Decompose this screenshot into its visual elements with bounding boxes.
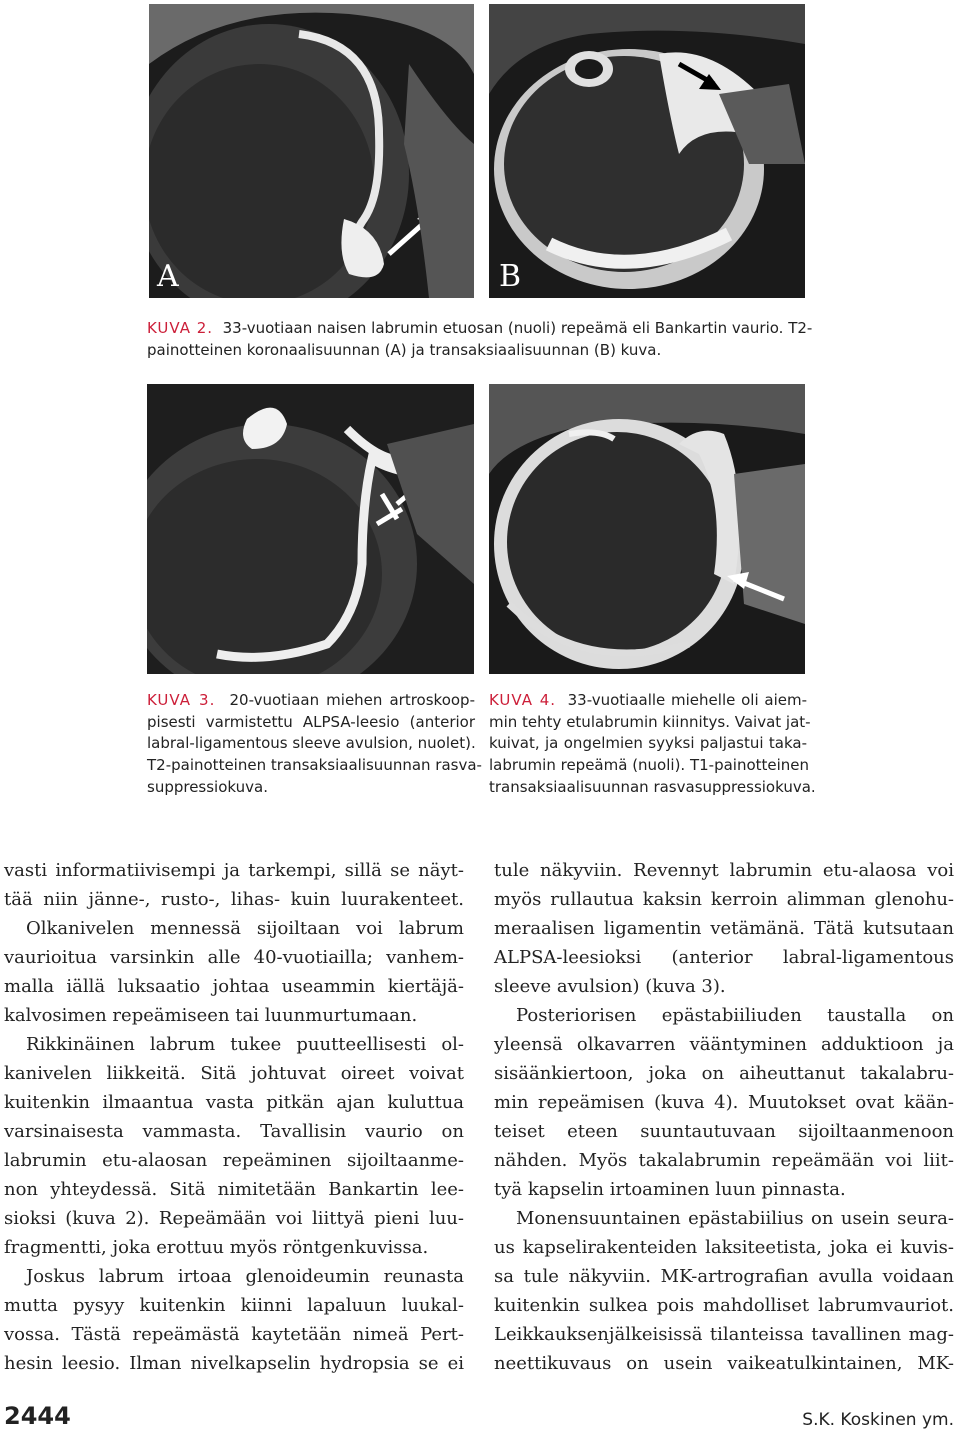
figure3-caption-line: 20-vuotiaan miehen artroskoop- [229,691,475,709]
figure4-caption-line: transaksiaalisuunnan rasvasuppressiokuva. [489,777,816,796]
figure4-caption-label: KUVA 4. [489,691,557,709]
body-line: neettikuvaus on usein vaikeatulkintainen, MK- [494,1353,954,1374]
figure4-image [489,384,805,674]
figure4-caption-line: kuivat, ja ongelmien syyksi paljastui taka- [489,734,807,753]
body-line: teiset eteen suuntautuvaan sijoiltaanmenoon [494,1121,954,1142]
body-line: us kapselirakenteiden laksiteetista, joka ei kuvis- [494,1237,954,1258]
figure2-caption-line: 33-vuotiaan naisen labrumin etuosan (nuoli) repeämä eli Bankartin vaurio. T2- [222,319,813,337]
footer-author: S.K. Koskinen ym. [802,1410,954,1430]
body-line: non yhteydessä. Sitä nimitetään Bankartin lee- [4,1179,464,1200]
body-line: vasti informatiivisempi ja tarkempi, sillä se näyt- [4,860,464,881]
body-line: vossa. Tästä repeämästä kaytetään nimeä Pert- [4,1324,464,1345]
figure4-caption-line: 33-vuotiaalle miehelle oli aiem- [567,691,807,709]
body-line: Joskus labrum irtoaa glenoideumin reunasta [26,1266,464,1287]
body-line: mutta pysyy kuitenkin kiinni lapaluun luukal- [4,1295,464,1316]
body-line: sioksi (kuva 2). Repeämään voi liittyä pieni luu- [4,1208,464,1229]
panel-label-b: B [499,259,522,294]
body-left-column [4,856,464,1378]
body-line: Rikkinäinen labrum tukee puutteellisesti ol- [26,1034,464,1055]
figure4-caption [489,690,816,799]
body-line: varsinaisesta vammasta. Tavallisin vaurio on [4,1121,464,1142]
body-line: fragmentti, joka erottuu myös röntgenkuvissa. [4,1237,429,1258]
body-line: tule näkyviin. Revennyt labrumin etu-alaosa voi [494,860,954,881]
page-number: 2444 [4,1402,71,1430]
body-line: Leikkauksenjälkeisissä tilanteissa tavallinen mag- [494,1324,954,1345]
body-line: meraalisen ligamentin vetämänä. Tätä kutsutaan [494,918,954,939]
body-line: Posteriorisen epästabiiliuden taustalla on [516,1005,954,1026]
figure3-caption-label: KUVA 3. [147,691,216,709]
figure3-caption-line: T2-painotteinen transaksiaalisuunnan rasva- [147,756,482,775]
body-line: kuitenkin ilmaantua vasta pitkän ajan kuluttua [4,1092,464,1113]
body-line: myös rullautua kaksin kerroin alimman glenohu- [494,889,954,910]
panel-label-a: A [157,259,179,294]
body-line: tyä kapselin irtoaminen luun pinnasta. [494,1179,846,1200]
body-line: vaurioitua varsinkin alle 40-vuotiailla; vanhem- [4,947,464,968]
body-line: kanivelen liikkeitä. Sitä johtuvat oireet voivat [4,1063,464,1084]
figure4-caption-line: labrumin repeämä (nuoli). T1-painotteinen [489,756,810,775]
figure3-caption-line: labral-ligamentous sleeve avulsion, nuolet). [147,734,476,753]
figure4-caption-line: min tehty etulabrumin kiinnitys. Vaivat jat- [489,712,811,731]
body-line: nähden. Myös takalabrumin repeämään voi liit- [494,1150,954,1171]
figure3-caption-line: suppressiokuva. [147,777,268,796]
figure3-image [147,384,474,674]
figure2-caption-line: painotteinen koronaalisuunnan (A) ja transaksiaalisuunnan (B) kuva. [147,340,662,359]
body-line: sa tule näkyviin. MK-artrografian avulla voidaan [494,1266,954,1287]
figure2-caption [147,318,813,361]
body-line: tää niin jänne-, rusto-, lihas- kuin luurakenteet. [4,889,464,910]
figure2-image-b [489,4,805,298]
body-line: ALPSA-leesioksi (anterior labral-ligamentous [494,947,954,968]
body-line: sisäänkiertoon, joka on aiheuttanut takalabru- [494,1063,954,1084]
figure2-image-a [149,4,474,298]
figure3-caption [147,690,482,799]
body-line: kuitenkin sulkea pois mahdolliset labrumvauriot. [494,1295,954,1316]
body-line: sleeve avulsion) (kuva 3). [494,976,726,997]
body-line: Monensuuntainen epästabiilius on usein seura- [516,1208,954,1229]
body-line: kalvosimen repeämiseen tai luunmurtumaan. [4,1005,418,1026]
body-line: labrumin etu-alaosan repeäminen sijoiltaanme- [4,1150,464,1171]
figure3-caption-line: pisesti varmistettu ALPSA-leesio (anterior [147,712,475,731]
body-line: min repeämisen (kuva 4). Muutokset ovat kään- [494,1092,954,1113]
body-line: malla iällä luksaatio johtaa useammin kiertäjä- [4,976,464,997]
body-line: yleensä olkavarren vääntyminen adduktioon ja [494,1034,954,1055]
body-right-column [494,856,954,1378]
body-line: hesin leesio. Ilman nivelkapselin hydropsia se ei [4,1353,464,1374]
figure2-caption-label: KUVA 2. [147,319,214,337]
body-line: Olkanivelen mennessä sijoiltaan voi labrum [26,918,464,939]
